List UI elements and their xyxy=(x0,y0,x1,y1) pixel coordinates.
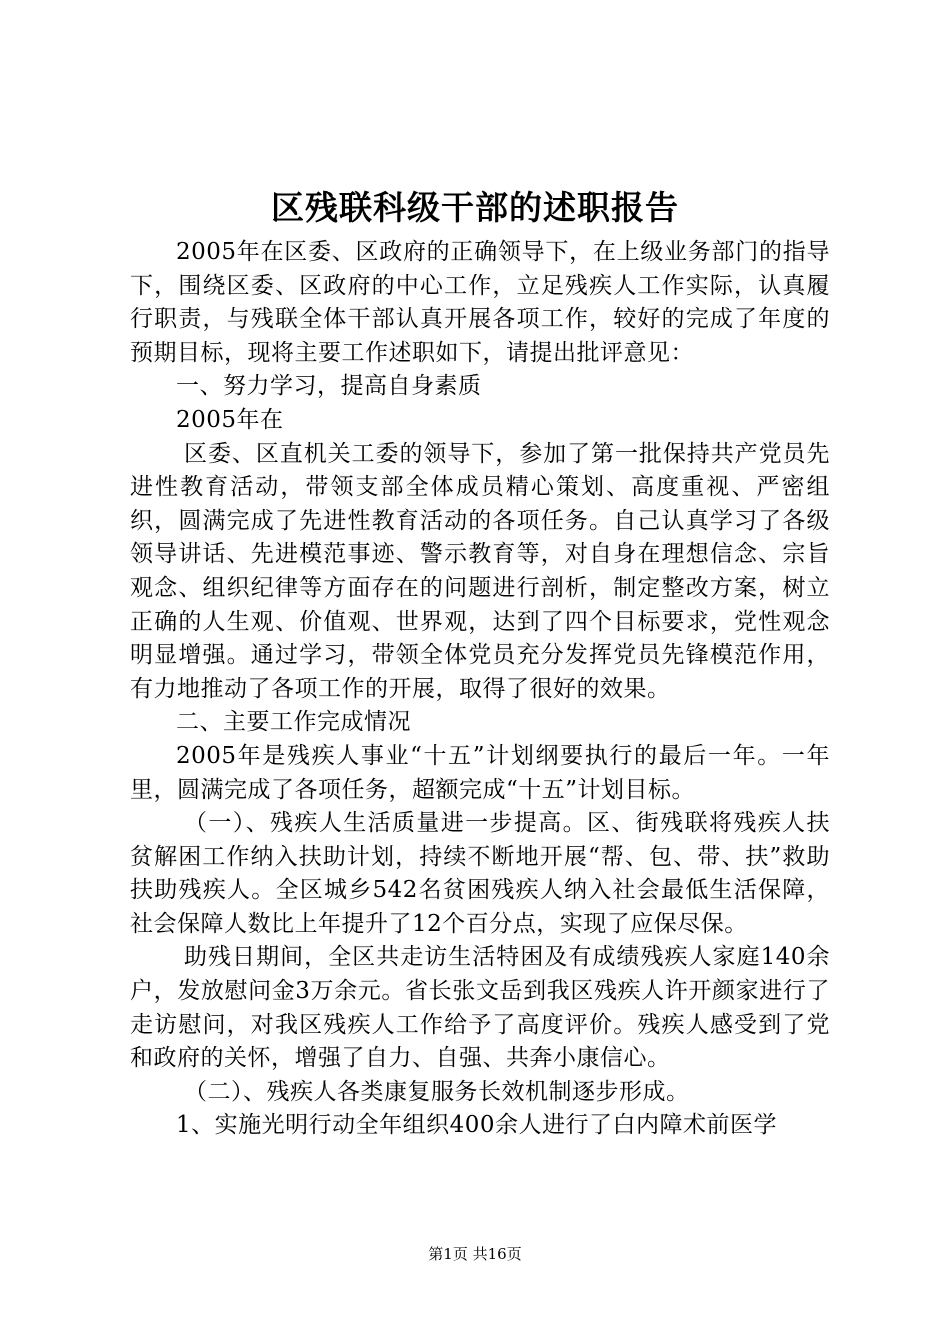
subsection-heading-2: （二）、残疾人各类康复服务长效机制逐步形成。 xyxy=(184,1078,690,1105)
body-paragraph: 2005年在 xyxy=(176,406,284,433)
body-paragraph: 1、实施光明行动全年组织400余人进行了白内障术前医学 xyxy=(176,1112,778,1139)
page-footer: 第1页 共16页 xyxy=(428,1245,522,1263)
intro-paragraph: 2005年在区委、区政府的正确领导下，在上级业务部门的指导下，围绕区委、区政府的中心工作，立足残疾人工作实际，认真履行职责，与残联全体干部认真开展各项工作，较好的完成了年度的预期目标，现将主要工作述职如下，请提出批评意见： xyxy=(130,239,830,366)
body-paragraph: 区委、区直机关工委的领导下，参加了第一批保持共产党员先进性教育活动，带领支部全体成员精心策划、高度重视、严密组织，圆满完成了先进性教育活动的各项任务。自己认真学习了各级领导讲话、先进模范事迹、警示教育等，对自身在理想信念、宗旨观念、组织纪律等方面存在的问题进行剖析，制定整改方案，树立正确的人生观、价值观、世界观，达到了四个目标要求，党性观念明显增强。通过学习，带领全体党员充分发挥党员先锋模范作用，有力地推动了各项工作的开展，取得了很好的效果。 xyxy=(130,440,830,702)
subsection-paragraph-1: （一）、残疾人生活质量进一步提高。区、街残联将残疾人扶贫解困工作纳入扶助计划，持续不断地开展“帮、包、带、扶”救助扶助残疾人。全区城乡542名贫困残疾人纳入社会最低生活保障，社会保障人数比上年提升了12个百分点，实现了应保尽保。 xyxy=(130,810,830,937)
body-paragraph: 助残日期间，全区共走访生活特困及有成绩残疾人家庭140余户，发放慰问金3万余元。省长张文岳到我区残疾人许开颜家进行了走访慰问，对我区残疾人工作给予了高度评价。残疾人感受到了党和政府的关怀，增强了自力、自强、共奔小康信心。 xyxy=(130,944,830,1072)
body-paragraph: 2005年是残疾人事业“十五”计划纲要执行的最后一年。一年里，圆满完成了各项任务，超额完成“十五”计划目标。 xyxy=(130,742,830,803)
section-heading-2: 二、主要工作完成情况 xyxy=(176,709,411,736)
section-heading-1: 一、努力学习，提高自身素质 xyxy=(176,373,482,400)
document-title: 区残联科级干部的述职报告 xyxy=(271,188,679,227)
document-body xyxy=(130,236,830,1143)
